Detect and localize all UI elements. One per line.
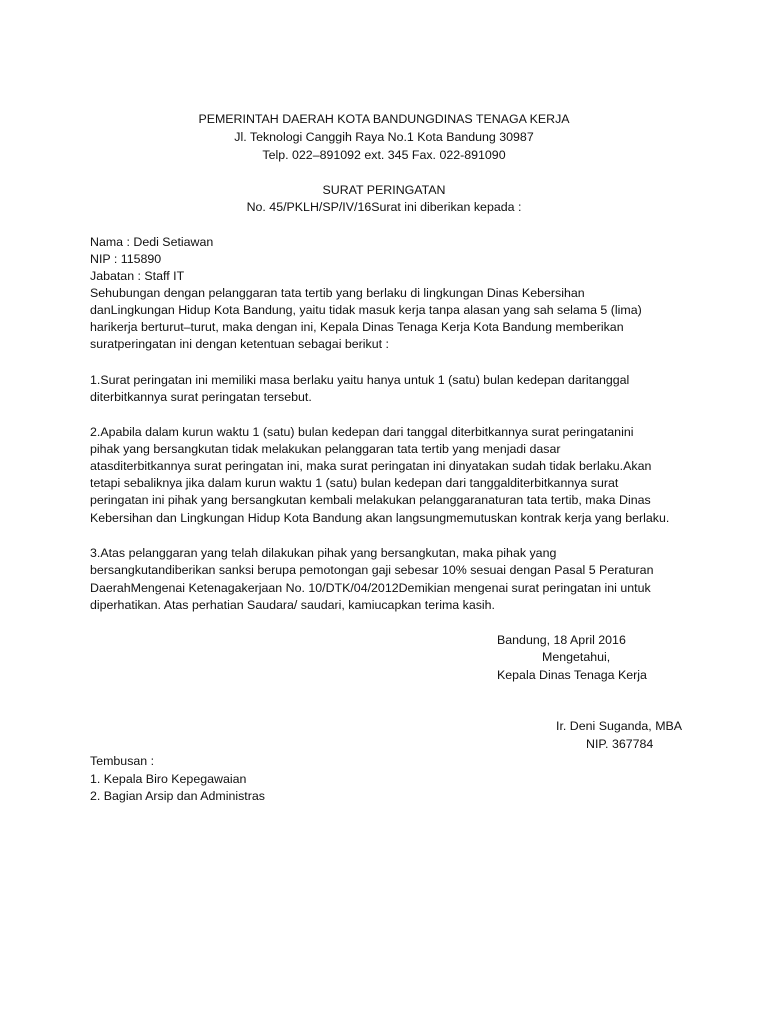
point-2-line: peringatan ini pihak yang bersangkutan kembali melakukan pelanggaranaturan tata tertib, maka Dinas	[90, 493, 651, 507]
point-2-line: pihak yang bersangkutan tidak melakukan pelanggaran tata tertib yang menjadi dasar	[90, 442, 561, 456]
point-2-line: Kebersihan dan Lingkungan Hidup Kota Bandung akan langsungmemutuskan kontrak kerja yang berlaku.	[90, 511, 670, 525]
point-3-line: bersangkutandiberikan sanksi berupa pemotongan gaji sebesar 10% sesuai dengan Pasal 5 Peraturan	[90, 563, 654, 577]
point-2-line: 2.Apabila dalam kurun waktu 1 (satu) bulan kedepan dari tanggal diterbitkannya surat peringatanini	[90, 425, 634, 439]
signature-signer: Ir. Deni Suganda, MBA	[556, 719, 683, 733]
intro-line: danLingkungan Hidup Kota Bandung, yaitu tidak masuk kerja tanpa alasan yang sah selama 5 (lima)	[90, 303, 642, 317]
recipient-position: Jabatan : Staff IT	[90, 269, 185, 283]
letter-title: SURAT PERINGATAN	[322, 183, 446, 197]
point-1-line: diterbitkannya surat peringatan tersebut.	[90, 390, 312, 404]
intro-line: harikerja berturut–turut, maka dengan ini, Kepala Dinas Tenaga Kerja Kota Bandung memberikan	[90, 320, 624, 334]
point-1-line: 1.Surat peringatan ini memiliki masa berlaku yaitu hanya untuk 1 (satu) bulan kedepan daritanggal	[90, 373, 630, 387]
header-agency: PEMERINTAH DAERAH KOTA BANDUNGDINAS TENAGA KERJA	[198, 112, 570, 126]
cc-item: 1. Kepala Biro Kepegawaian	[90, 772, 247, 786]
point-3-line: diperhatikan. Atas perhatian Saudara/ saudari, kamiucapkan terima kasih.	[90, 598, 495, 612]
signature-place-date: Bandung, 18 April 2016	[497, 633, 626, 647]
point-2-line: atasditerbitkannya surat peringatan ini, maka surat peringatan ini dinyatakan sudah tidak berlaku.Akan	[90, 459, 652, 473]
signature-acknowledged: Mengetahui,	[542, 650, 611, 664]
letter-number: No. 45/PKLH/SP/IV/16Surat ini diberikan kepada :	[246, 200, 522, 214]
intro-line: Sehubungan dengan pelanggaran tata tertib yang berlaku di lingkungan Dinas Kebersihan	[90, 286, 585, 300]
header-address: Jl. Teknologi Canggih Raya No.1 Kota Bandung 30987	[234, 130, 534, 144]
recipient-nip: NIP : 115890	[90, 252, 162, 266]
point-3-line: DaerahMengenai Ketenagakerjaan No. 10/DTK/04/2012Demikian mengenai surat peringatan ini untuk	[90, 581, 651, 595]
point-3-line: 3.Atas pelanggaran yang telah dilakukan pihak yang bersangkutan, maka pihak yang	[90, 546, 557, 560]
point-2-line: tetapi sebaliknya jika dalam kurun waktu 1 (satu) bulan kedepan dari tanggalditerbitkannya surat	[90, 476, 619, 490]
intro-line: suratperingatan ini dengan ketentuan sebagai berikut :	[90, 337, 389, 351]
cc-label: Tembusan :	[90, 754, 155, 768]
cc-item: 2. Bagian Arsip dan Administras	[90, 789, 265, 803]
signature-office: Kepala Dinas Tenaga Kerja	[497, 668, 647, 682]
header-phone: Telp. 022–891092 ext. 345 Fax. 022-891090	[262, 148, 506, 162]
signature-signer-nip: NIP. 367784	[586, 737, 654, 751]
recipient-name: Nama : Dedi Setiawan	[90, 235, 214, 249]
